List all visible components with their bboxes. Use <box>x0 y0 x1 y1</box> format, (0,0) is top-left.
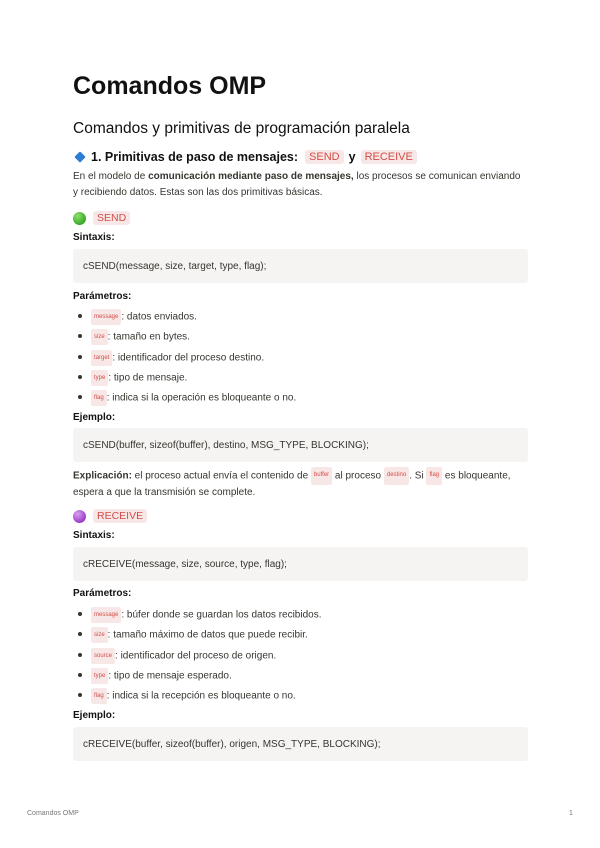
send-example-code-block: cSEND(buffer, sizeof(buffer), destino, MSG_TYPE, BLOCKING); <box>73 428 528 462</box>
list-item: size : tamaño máximo de datos que puede recibir. <box>73 627 528 647</box>
list-item: type : tipo de mensaje. <box>73 370 528 390</box>
send-section-header <box>73 211 130 225</box>
page-title: Comandos OMP <box>73 72 267 100</box>
receive-example-code-block: cRECEIVE(buffer, sizeof(buffer), origen, MSG_TYPE, BLOCKING); <box>73 727 528 761</box>
list-item: flag : indica si la operación es bloqueante o no. <box>73 390 528 410</box>
list-item: message : búfer donde se guardan los datos recibidos. <box>73 607 528 627</box>
heading-conjunction: y <box>348 150 356 164</box>
list-item: source : identificador del proceso de origen. <box>73 648 528 668</box>
list-item: flag : indica si la recepción es bloqueante o no. <box>73 688 528 708</box>
receive-code-pill: RECEIVE <box>361 150 417 164</box>
receive-syntax-label: Sintaxis: <box>73 530 115 541</box>
send-example-label: Ejemplo: <box>73 412 116 423</box>
list-item: size : tamaño en bytes. <box>73 329 528 349</box>
send-explanation: Explicación: el proceso actual envía el contenido de buffer al proceso destino . Si flag es bloqueante, espera a que la transmisión se complete. <box>73 467 528 500</box>
green-circle-icon <box>73 212 86 225</box>
list-item: message : datos enviados. <box>73 309 528 329</box>
receive-label: RECEIVE <box>93 509 147 523</box>
send-code-pill: SEND <box>305 150 344 164</box>
send-params-label: Parámetros: <box>73 291 132 302</box>
receive-params-label: Parámetros: <box>73 588 132 599</box>
send-syntax-label: Sintaxis: <box>73 232 115 243</box>
intro-bold-text: comunicación mediante paso de mensajes, <box>148 171 354 182</box>
receive-example-label: Ejemplo: <box>73 710 116 721</box>
blue-diamond-icon <box>74 151 85 162</box>
list-item: target : identificador del proceso destino. <box>73 350 528 370</box>
page-subtitle: Comandos y primitivas de programación paralela <box>73 120 410 137</box>
send-label: SEND <box>93 211 130 225</box>
receive-syntax-code-block: cRECEIVE(message, size, source, type, flag); <box>73 547 528 581</box>
section-heading-text: 1. Primitivas de paso de mensajes: <box>91 150 299 164</box>
send-params-list <box>73 309 528 410</box>
receive-params-list <box>73 607 528 708</box>
receive-section-header <box>73 509 147 523</box>
page-number: 1 <box>569 810 573 817</box>
intro-paragraph: En el modelo de comunicación mediante paso de mensajes, los procesos se comunican enviando y recibiendo datos. Estas son las dos primitivas básicas. <box>73 171 521 198</box>
list-item: type : tipo de mensaje esperado. <box>73 668 528 688</box>
section-heading <box>73 150 417 164</box>
send-syntax-code-block: cSEND(message, size, target, type, flag); <box>73 249 528 283</box>
purple-circle-icon <box>73 510 86 523</box>
footer-title: Comandos OMP <box>27 810 79 817</box>
